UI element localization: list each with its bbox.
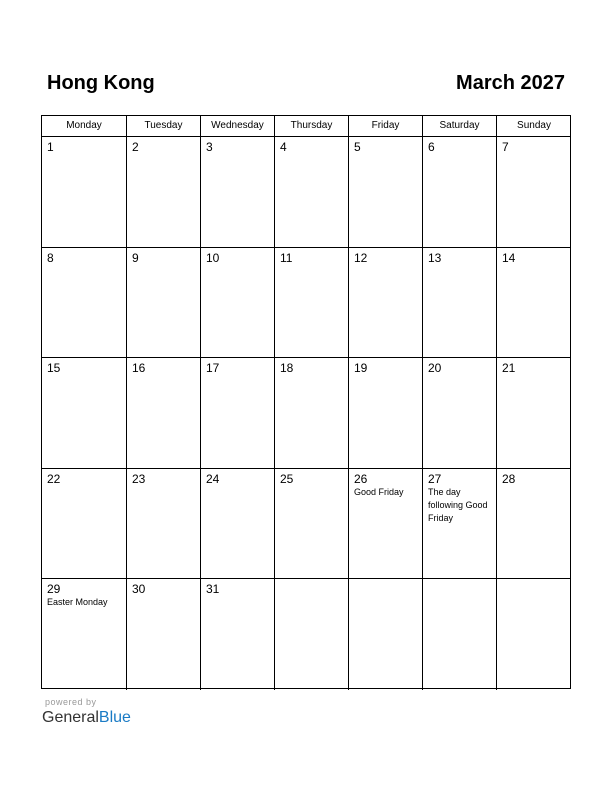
day-cell[interactable] <box>275 248 349 358</box>
day-number: 4 <box>280 140 287 154</box>
day-cell[interactable] <box>42 248 127 358</box>
day-number: 13 <box>428 250 442 265</box>
day-number: 11 <box>280 250 293 265</box>
day-number: 27 <box>428 471 442 486</box>
weekday-header: Monday <box>42 116 127 136</box>
day-cell[interactable] <box>275 579 349 690</box>
day-number: 5 <box>354 140 361 154</box>
day-number: 15 <box>47 361 61 375</box>
day-cell[interactable] <box>423 358 497 468</box>
day-cell[interactable] <box>201 469 275 579</box>
day-number: 26 <box>354 471 368 486</box>
day-cell[interactable] <box>349 469 423 579</box>
day-cell[interactable] <box>497 137 571 247</box>
day-cell[interactable] <box>497 358 571 468</box>
weekday-header: Wednesday <box>201 116 275 136</box>
weekday-header: Friday <box>349 116 423 136</box>
day-cell[interactable] <box>42 579 127 690</box>
day-cell[interactable] <box>127 248 201 358</box>
day-number: 12 <box>354 250 368 265</box>
day-cell[interactable] <box>349 579 423 690</box>
day-cell[interactable] <box>127 579 201 690</box>
day-number: 2 <box>132 140 139 154</box>
holiday-label: Good Friday <box>354 486 404 497</box>
day-cell[interactable] <box>275 358 349 468</box>
brand-blue-text: Blue <box>98 709 131 726</box>
day-number: 30 <box>132 582 146 596</box>
day-cell[interactable] <box>497 248 571 358</box>
week-row <box>42 358 570 469</box>
day-cell[interactable] <box>423 248 497 358</box>
day-cell[interactable] <box>201 137 275 247</box>
day-cell[interactable] <box>497 579 571 690</box>
day-cell[interactable] <box>275 469 349 579</box>
region-title: Hong Kong <box>47 72 155 94</box>
day-number: 23 <box>132 471 146 486</box>
day-number: 22 <box>47 471 61 486</box>
month-title: March 2027 <box>456 72 565 94</box>
holiday-label: Easter Monday <box>47 597 108 607</box>
day-number: 20 <box>428 361 442 375</box>
brand-general-text: General <box>42 709 99 726</box>
day-number: 17 <box>206 361 220 375</box>
day-cell[interactable] <box>127 469 201 579</box>
day-number: 10 <box>206 250 220 265</box>
brand-logo[interactable] <box>42 709 131 727</box>
weekday-header-row <box>42 116 570 137</box>
day-number: 3 <box>206 140 213 154</box>
day-number: 7 <box>502 140 509 154</box>
weekday-header: Thursday <box>275 116 349 136</box>
day-number: 24 <box>206 471 220 486</box>
day-number: 9 <box>132 250 139 265</box>
day-cell[interactable] <box>423 137 497 247</box>
week-row <box>42 137 570 248</box>
day-cell[interactable] <box>42 137 127 247</box>
day-number: 1 <box>47 140 54 154</box>
day-cell[interactable] <box>127 137 201 247</box>
day-number: 31 <box>206 582 220 596</box>
week-row <box>42 469 570 580</box>
day-number: 18 <box>280 361 294 375</box>
day-cell[interactable] <box>201 248 275 358</box>
holiday-label: The day following Good Friday <box>428 486 488 523</box>
day-cell[interactable] <box>423 579 497 690</box>
day-number: 21 <box>502 361 516 375</box>
day-number: 14 <box>502 250 516 265</box>
day-cell[interactable] <box>42 469 127 579</box>
weekday-header: Sunday <box>517 120 551 131</box>
day-cell[interactable] <box>201 579 275 690</box>
day-cell[interactable] <box>349 248 423 358</box>
weekday-header: Tuesday <box>127 116 201 136</box>
day-number: 29 <box>47 582 61 596</box>
day-cell[interactable] <box>42 358 127 468</box>
day-cell[interactable] <box>349 137 423 247</box>
day-number: 16 <box>132 361 146 375</box>
day-number: 8 <box>47 250 54 265</box>
day-cell[interactable] <box>127 358 201 468</box>
day-cell[interactable] <box>349 358 423 468</box>
day-cell[interactable] <box>275 137 349 247</box>
day-number: 28 <box>502 471 516 486</box>
day-cell[interactable] <box>497 469 571 579</box>
day-number: 6 <box>428 140 435 154</box>
calendar-grid <box>41 115 571 689</box>
footer <box>42 697 131 727</box>
powered-by-text: powered by <box>45 697 97 707</box>
day-number: 25 <box>280 471 294 486</box>
week-row <box>42 579 570 690</box>
weekday-header: Saturday <box>423 116 497 136</box>
day-number: 19 <box>354 361 368 375</box>
day-cell[interactable] <box>201 358 275 468</box>
week-row <box>42 248 570 359</box>
day-cell[interactable] <box>423 469 497 579</box>
